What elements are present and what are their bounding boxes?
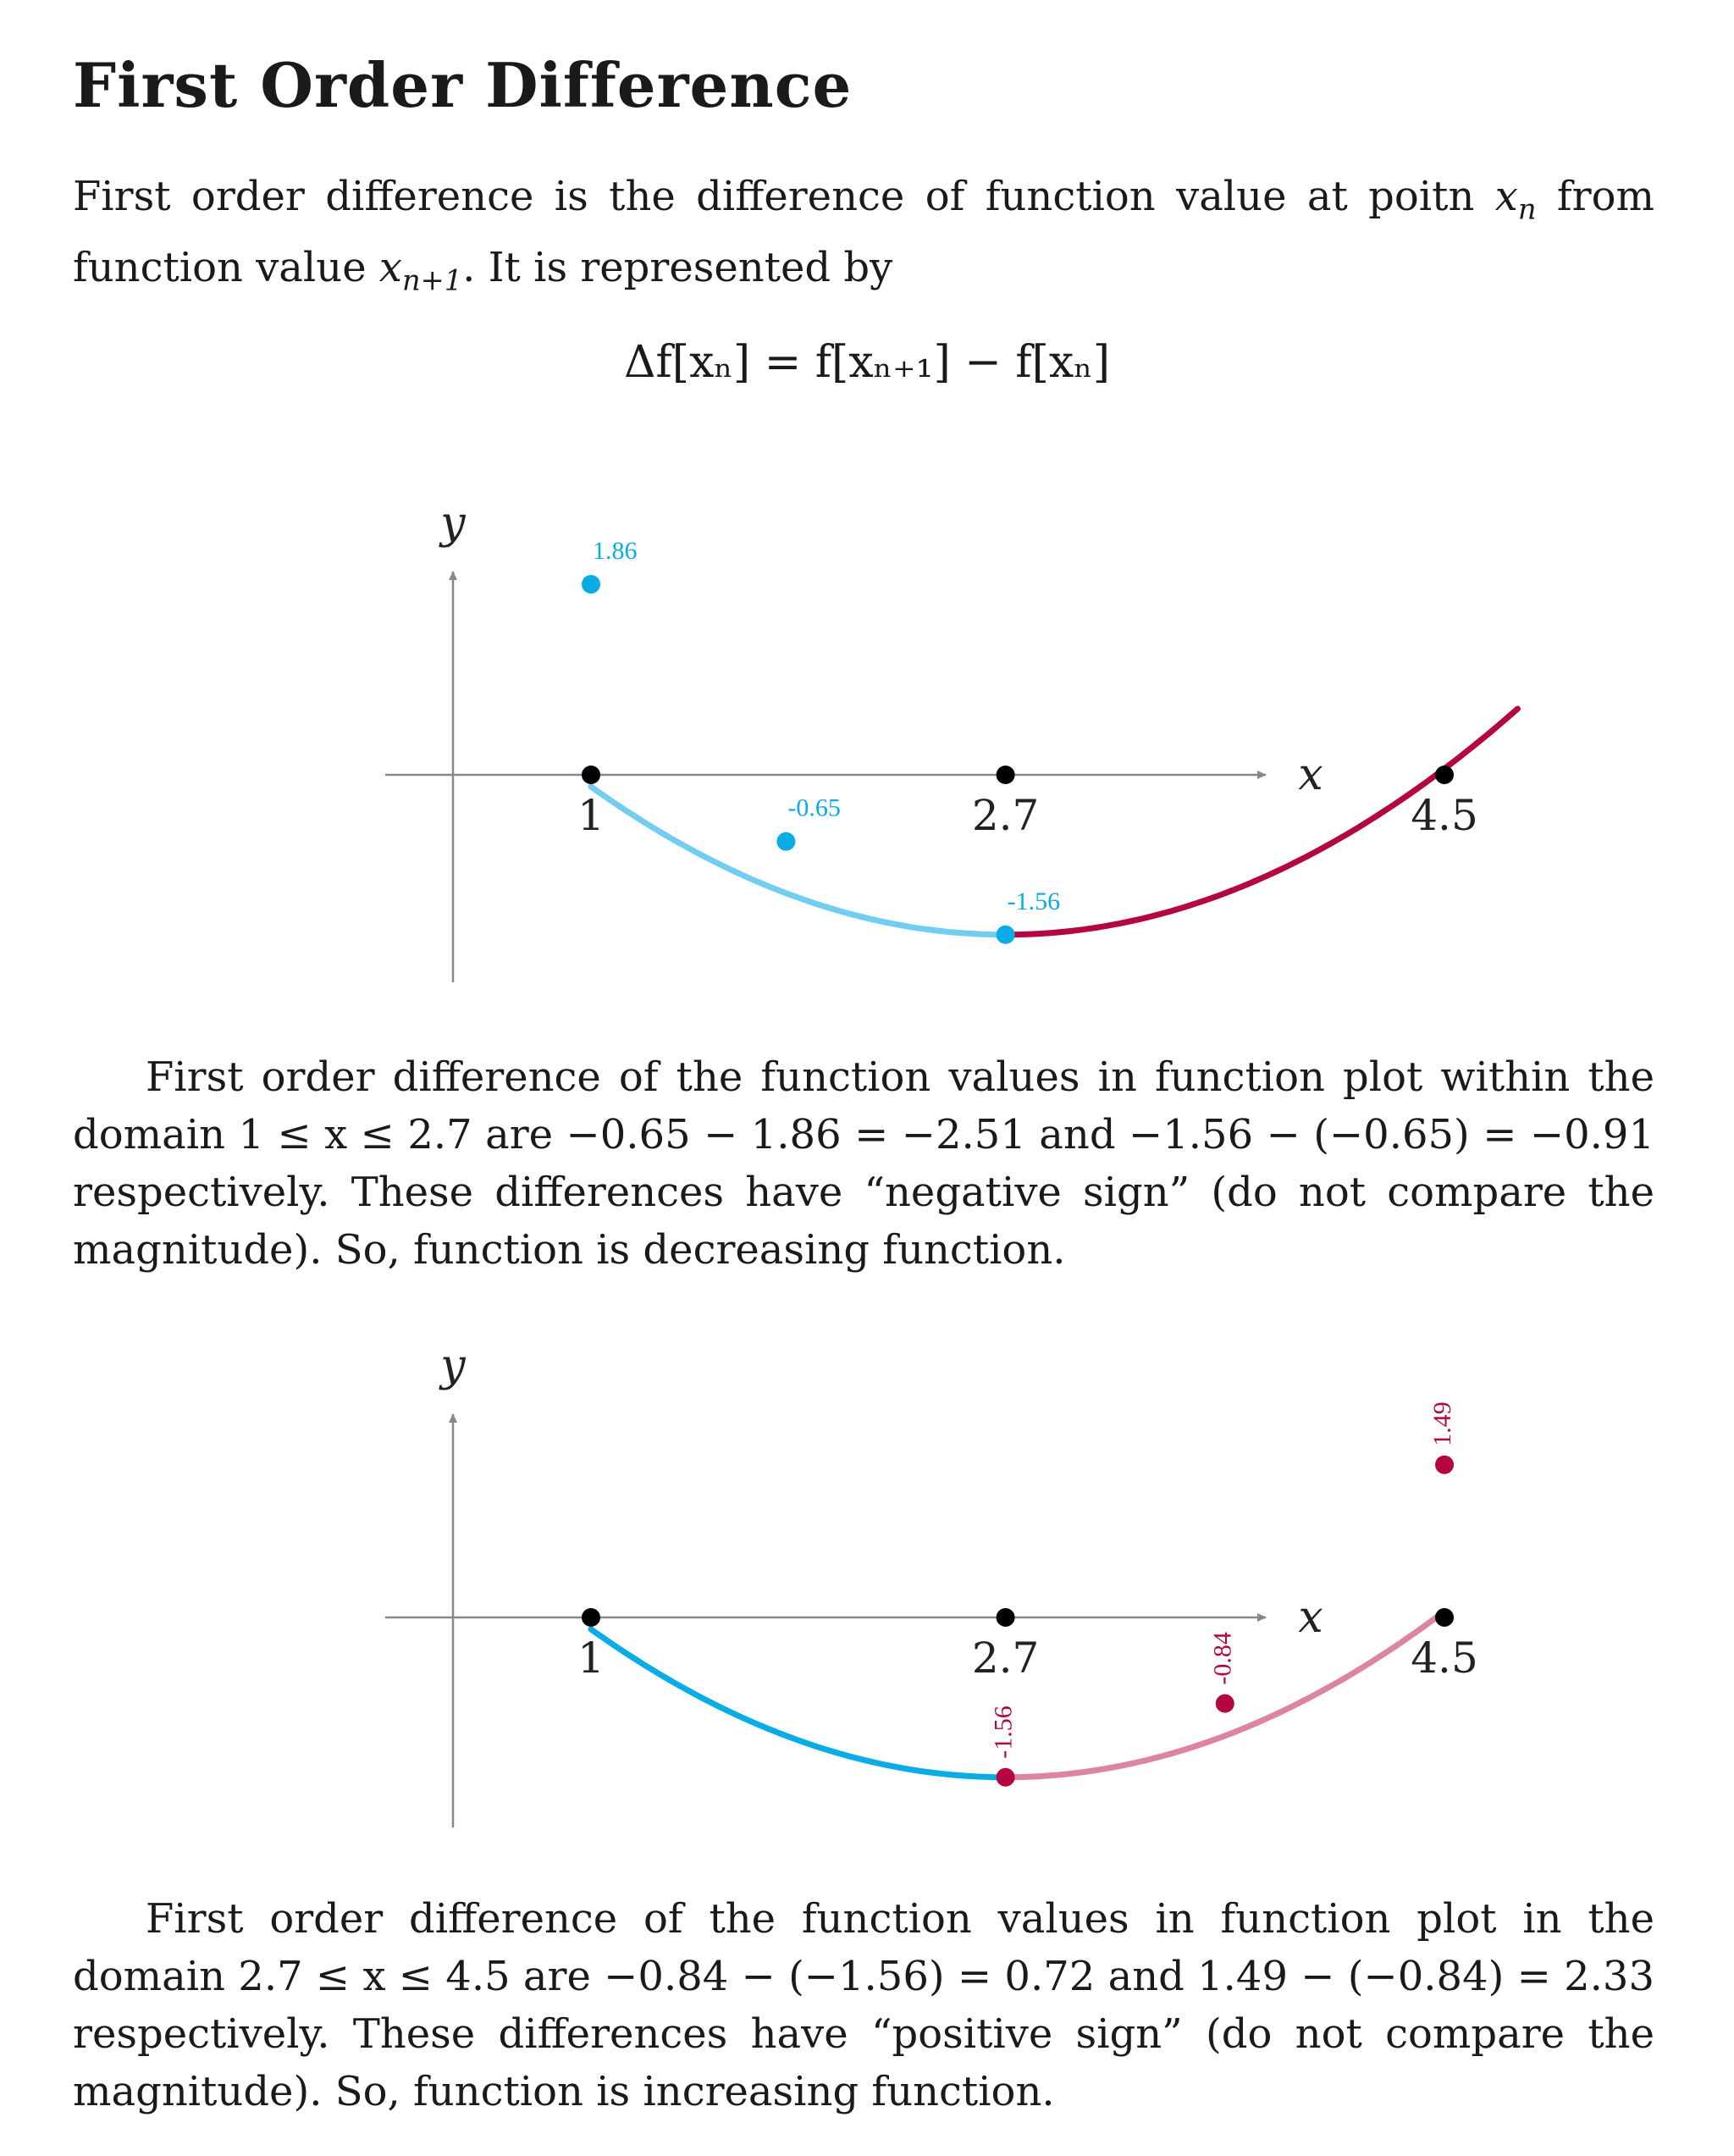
x-axis-label: x — [1298, 1592, 1323, 1643]
x-tick-label: 4.5 — [1411, 791, 1478, 840]
paragraph-increasing: First order difference of the function values in function plot in the domain 2.7 ≤ x ≤ 4.5 are −0.84 − (−1.56) = 0.72 and 1.49 − (−0.84) = 2.33 respectively. These differences have “positive sign” (do not compare the magnitude). So, function is increasing function. — [73, 1895, 1654, 2115]
plot-decreasing-svg — [0, 457, 1734, 1016]
x-axis-label: x — [1298, 749, 1323, 800]
intro-text-2: from function value — [73, 173, 1654, 291]
intro-text-1: First order difference is the difference of function value at poitn — [73, 173, 1495, 220]
plot-increasing-svg — [0, 1321, 1734, 1863]
y-axis-label: y — [440, 498, 466, 549]
intro-var-2: x — [378, 243, 402, 291]
y-axis-label: y — [440, 1341, 466, 1391]
data-point — [1216, 1694, 1234, 1713]
data-label: -1.56 — [989, 1705, 1018, 1759]
data-point — [1435, 1456, 1454, 1474]
curve-decreasing — [591, 1629, 1006, 1777]
data-point — [997, 926, 1015, 944]
x-tick-dot — [997, 1608, 1015, 1627]
difference-formula: Δf[xₙ] = f[xₙ₊₁] − f[xₙ] — [623, 337, 1111, 388]
page-title: First Order Difference — [73, 49, 853, 121]
x-tick-dot — [582, 766, 600, 784]
data-label: 1.86 — [593, 536, 638, 565]
intro-text-3: . It is represented by — [462, 243, 893, 291]
intro-sub-1: n — [1517, 192, 1537, 226]
intro-var-1: x — [1494, 173, 1518, 220]
x-tick-dot — [1435, 1608, 1454, 1627]
x-tick-dot — [1435, 766, 1454, 784]
plot-decreasing — [0, 457, 1734, 1016]
x-tick-label: 1 — [577, 1634, 605, 1683]
x-tick-label: 1 — [577, 791, 605, 840]
data-label: 1.49 — [1428, 1401, 1456, 1446]
data-label: -0.65 — [787, 793, 841, 822]
data-label: -0.84 — [1208, 1632, 1237, 1685]
data-point — [997, 1768, 1015, 1787]
x-tick-dot — [582, 1608, 600, 1627]
x-tick-dot — [997, 766, 1015, 784]
data-point — [776, 832, 795, 851]
x-tick-label: 2.7 — [971, 1634, 1040, 1683]
x-tick-label: 2.7 — [971, 791, 1040, 840]
data-point — [582, 575, 600, 594]
intro-paragraph — [73, 168, 1654, 309]
intro-sub-2: n+1 — [401, 263, 463, 297]
x-tick-label: 4.5 — [1411, 1634, 1478, 1683]
data-label: -1.56 — [1007, 887, 1061, 915]
plot-increasing — [0, 1321, 1734, 1863]
paragraph-decreasing: First order difference of the function values in function plot within the domain 1 ≤ x ≤ 2.7 are −0.65 − 1.86 = −2.51 and −1.56 − (−0.65) = −0.91 respectively. These differences have “negative sign” (do not compare the magnitude). So, function is decreasing function. — [73, 1053, 1654, 1274]
